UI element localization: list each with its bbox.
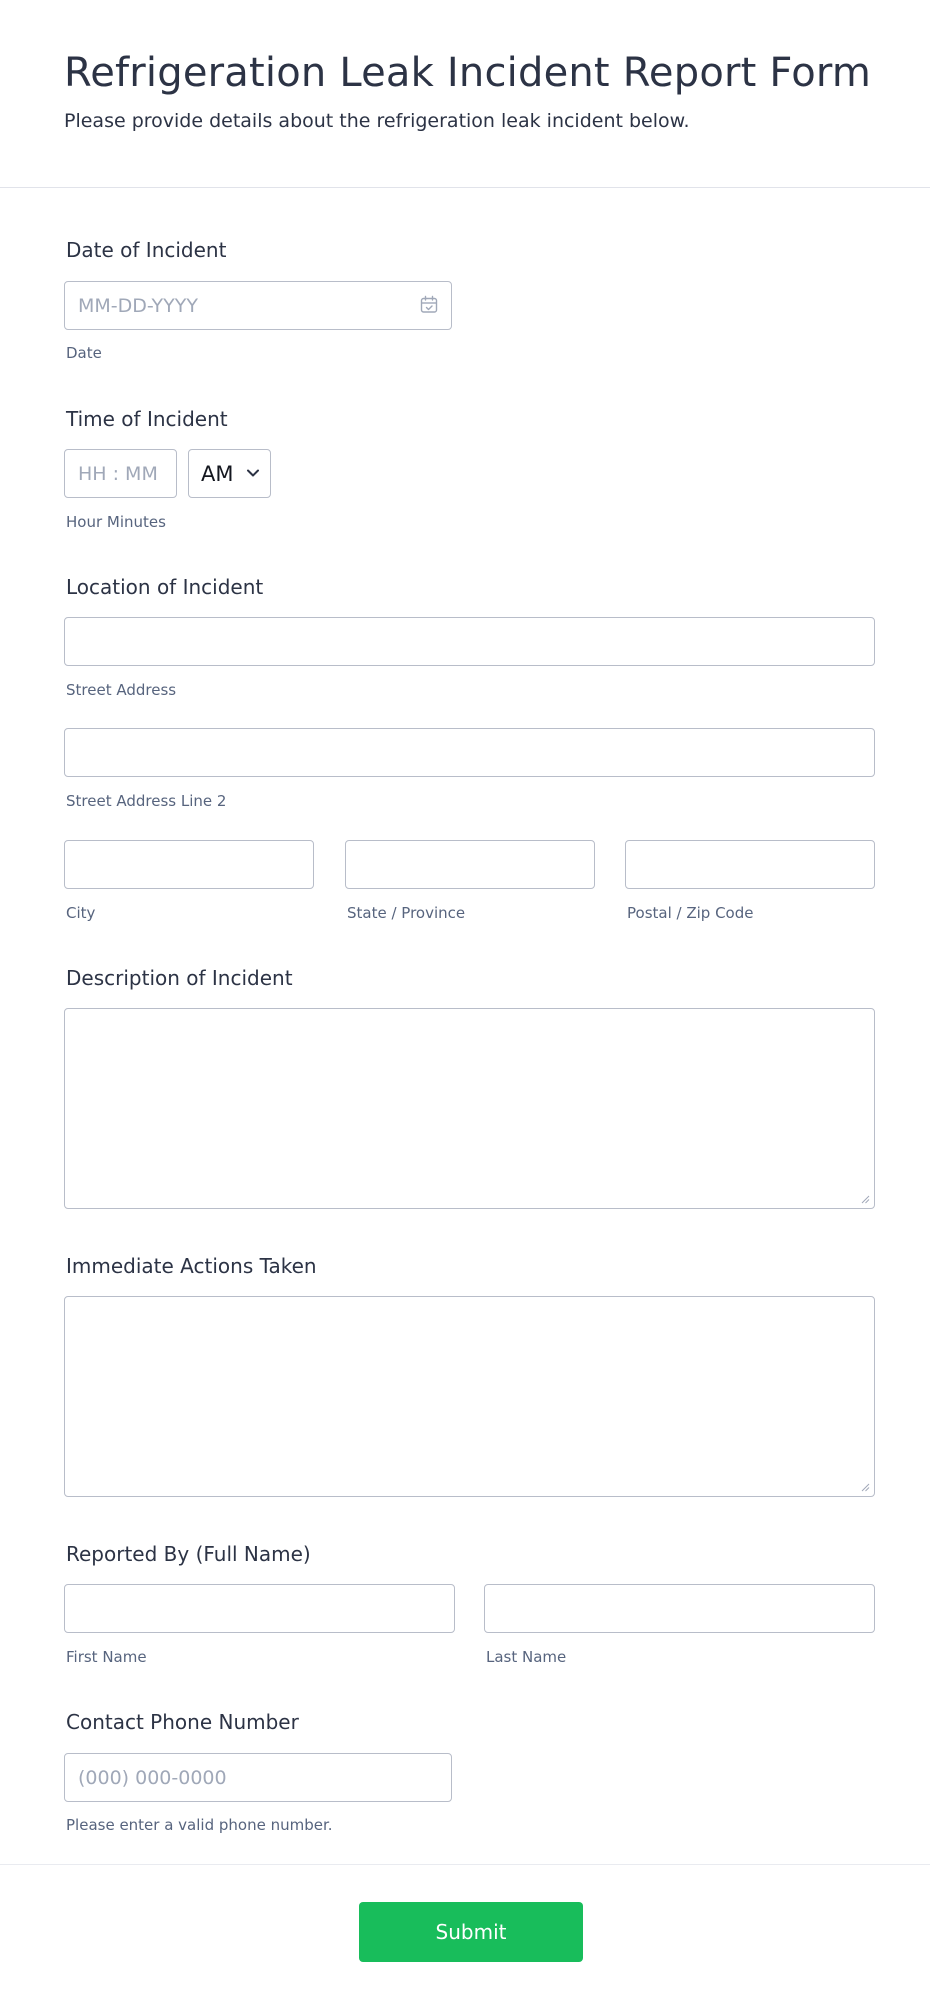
- city-input[interactable]: [64, 840, 314, 889]
- zip-sublabel: Postal / Zip Code: [627, 904, 754, 922]
- resize-grip-icon[interactable]: [860, 1482, 870, 1492]
- street-address-sublabel: Street Address: [66, 681, 177, 699]
- calendar-icon[interactable]: [419, 295, 439, 315]
- phone-input[interactable]: [64, 1753, 452, 1802]
- ampm-select[interactable]: [188, 449, 271, 498]
- date-input[interactable]: [64, 281, 452, 330]
- street-address-input[interactable]: [64, 617, 875, 666]
- reported-by-label: Reported By (Full Name): [66, 1542, 311, 1566]
- street-address-line2-input[interactable]: [64, 728, 875, 777]
- zip-input[interactable]: [625, 840, 875, 889]
- city-sublabel: City: [66, 904, 96, 922]
- description-label: Description of Incident: [66, 966, 293, 990]
- contact-phone-label: Contact Phone Number: [66, 1710, 299, 1734]
- last-name-input[interactable]: [484, 1584, 875, 1633]
- actions-textarea[interactable]: [64, 1296, 875, 1497]
- ampm-select-value: AM: [201, 462, 234, 486]
- location-of-incident-label: Location of Incident: [66, 575, 264, 599]
- time-sublabel: Hour Minutes: [66, 513, 166, 531]
- page-subtitle: Please provide details about the refrigeration leak incident below.: [64, 110, 690, 132]
- form-header: [0, 0, 930, 188]
- date-sublabel: Date: [66, 344, 102, 362]
- actions-label: Immediate Actions Taken: [66, 1254, 317, 1278]
- state-input[interactable]: [345, 840, 595, 889]
- street-address-line2-sublabel: Street Address Line 2: [66, 792, 227, 810]
- description-textarea[interactable]: [64, 1008, 875, 1209]
- submit-button[interactable]: Submit: [359, 1902, 583, 1962]
- time-input[interactable]: [64, 449, 177, 498]
- last-name-sublabel: Last Name: [486, 1648, 567, 1666]
- resize-grip-icon[interactable]: [860, 1194, 870, 1204]
- first-name-sublabel: First Name: [66, 1648, 147, 1666]
- date-of-incident-label: Date of Incident: [66, 238, 227, 262]
- chevron-down-icon: [246, 468, 260, 478]
- phone-sublabel: Please enter a valid phone number.: [66, 1816, 333, 1834]
- state-sublabel: State / Province: [347, 904, 466, 922]
- first-name-input[interactable]: [64, 1584, 455, 1633]
- time-of-incident-label: Time of Incident: [66, 407, 228, 431]
- page-title: Refrigeration Leak Incident Report Form: [64, 50, 871, 96]
